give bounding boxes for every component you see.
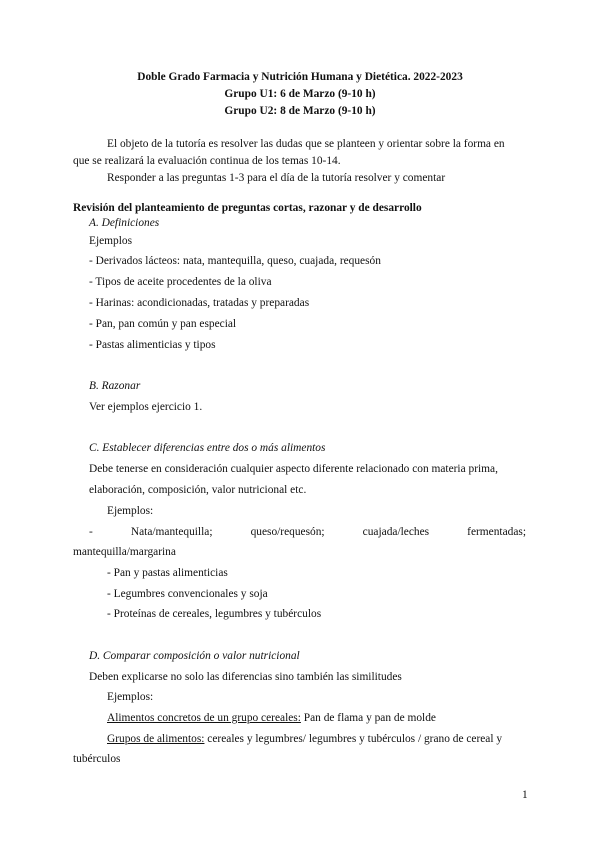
item-part: queso/requesón; — [250, 526, 325, 538]
example-1-text: Pan de flama y pan de molde — [300, 712, 436, 724]
section-b-heading: B. Razonar — [89, 380, 141, 392]
list-item: - Proteínas de cereales, legumbres y tubérculos — [107, 608, 322, 620]
example-2-label: Grupos de alimentos: — [107, 733, 205, 745]
group-u2-schedule: Grupo U2: 8 de Marzo (9-10 h) — [224, 105, 376, 117]
section-d-examples-label: Ejemplos: — [107, 691, 154, 703]
section-d-heading: D. Comparar composición o valor nutricional — [89, 650, 300, 662]
example-1-label: Alimentos concretos de un grupo cereales: — [107, 712, 301, 724]
list-item: - Harinas: acondicionadas, tratadas y preparadas — [89, 297, 310, 309]
item-part: cuajada/leches — [362, 526, 430, 538]
item-part: Nata/mantequilla; — [130, 526, 213, 538]
section-c-line-1: Debe tenerse en consideración cualquier aspecto diferente relacionado con materia prima, — [89, 463, 498, 475]
list-item: - Derivados lácteos: nata, mantequilla, queso, cuajada, requesón — [89, 255, 381, 267]
section-a-heading: A. Definiciones — [89, 217, 160, 229]
section-c-heading: C. Establecer diferencias entre dos o más alimentos — [89, 442, 326, 454]
document-title: Doble Grado Farmacia y Nutrición Humana y Dietética. 2022-2023 — [137, 71, 463, 83]
section-c-examples-label: Ejemplos: — [107, 505, 154, 517]
section-c-line-2: elaboración, composición, valor nutricional etc. — [89, 484, 307, 496]
section-d-line-1: Deben explicarse no solo las diferencias sino también las similitudes — [89, 671, 402, 683]
intro-line-3: Responder a las preguntas 1-3 para el día de la tutoría resolver y comentar — [107, 172, 446, 184]
example-2-text: cereales y legumbres/ legumbres y tubérculos / grano de cereal y — [204, 733, 503, 745]
item-part: fermentadas; — [467, 526, 526, 538]
section-a-intro: Ejemplos — [89, 235, 133, 247]
list-item: - Pan y pastas alimenticias — [107, 567, 228, 579]
section-b-text: Ver ejemplos ejercicio 1. — [89, 401, 203, 413]
list-item: - Pan, pan común y pan especial — [89, 318, 237, 330]
list-item: - Pastas alimenticias y tipos — [89, 339, 216, 351]
list-item: - Tipos de aceite procedentes de la oliva — [89, 276, 272, 288]
intro-line-1: El objeto de la tutoría es resolver las dudas que se planteen y orientar sobre la forma en — [107, 138, 505, 150]
section-d-example-2 — [107, 732, 502, 746]
group-u1-schedule: Grupo U1: 6 de Marzo (9-10 h) — [224, 88, 376, 100]
section-c-item-1 — [89, 525, 526, 539]
section-title: Revisión del planteamiento de preguntas cortas, razonar y de desarrollo — [73, 202, 422, 214]
page-number: 1 — [522, 789, 528, 801]
list-item: - Legumbres convencionales y soja — [107, 588, 268, 600]
intro-line-2: que se realizará la evaluación continua de los temas 10-14. — [73, 155, 341, 167]
item-part: - — [89, 526, 93, 538]
section-d-example-2-cont: tubérculos — [73, 753, 121, 765]
section-d-example-1 — [107, 711, 436, 725]
section-c-item-1-cont: mantequilla/margarina — [73, 546, 176, 558]
